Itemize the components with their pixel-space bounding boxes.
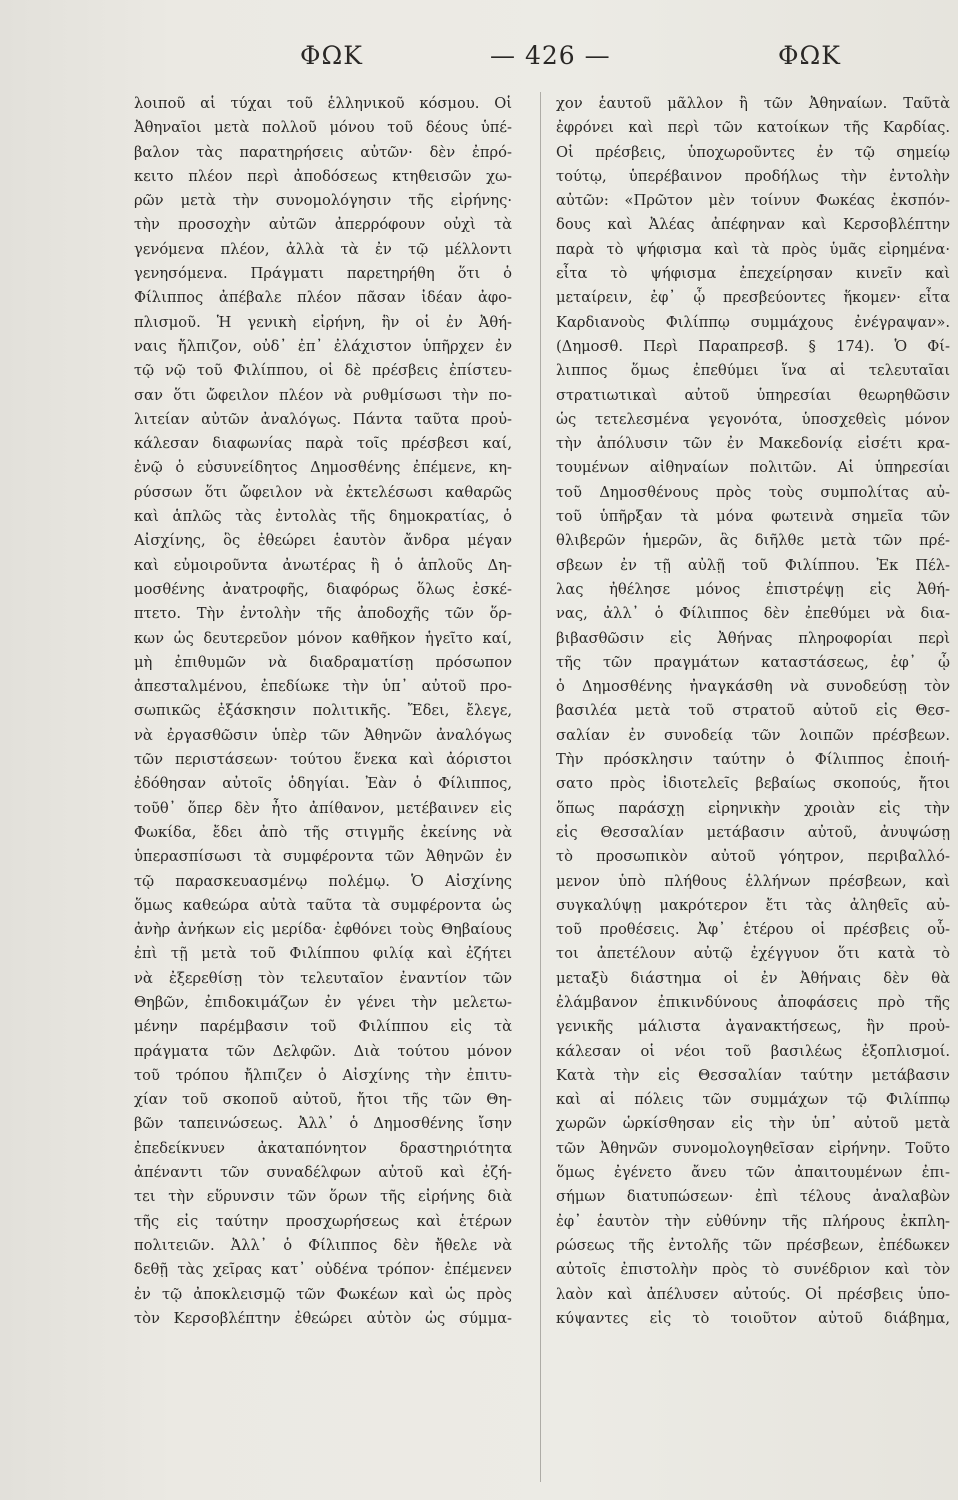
text-line: ὑπερασπίσωσι τὰ συμφέροντα τῶν Ἀθηνῶν ἐν bbox=[134, 848, 512, 866]
text-line: νας, ἀλλ᾽ ὁ Φίλιππος δὲν ἐπεθύμει νὰ δια- bbox=[556, 605, 950, 623]
text-line: τει τὴν εὕρυνσιν τῶν ὅρων τῆς εἰρήνης διὰ bbox=[134, 1188, 512, 1206]
text-line: Φίλιππος ἀπέβαλε πλέον πᾶσαν ἰδέαν ἀφο- bbox=[134, 289, 512, 307]
text-line: καὶ ἁπλῶς τὰς ἐντολὰς τῆς δημοκρατίας, ὁ bbox=[134, 508, 512, 526]
text-line: Κατὰ τὴν εἰς Θεσσαλίαν ταύτην μετάβασιν bbox=[556, 1066, 950, 1084]
text-line: ρῶν μετὰ τὴν συνομολόγησιν τῆς εἰρήνης· bbox=[134, 192, 512, 210]
text-line: λοιποῦ αἱ τύχαι τοῦ ἑλληνικοῦ κόσμου. Οἱ bbox=[134, 95, 512, 112]
text-line: ἀπεσταλμένου, ἐπεδίωκε τὴν ὑπ᾽ αὐτοῦ προ- bbox=[134, 678, 512, 696]
text-line: κειτο πλέον περὶ ἀποδόσεως κτηθεισῶν χω- bbox=[134, 167, 512, 185]
text-line: σωπικῶς ἐξάσκησιν πολιτικῆς. Ἔδει, ἔλεγε, bbox=[134, 702, 512, 720]
text-line: εἶτα τὸ ψήφισμα ἐπεχείρησαν κινεῖν καὶ bbox=[556, 265, 950, 283]
text-line: τοῦ τρόπου ἤλπιζεν ὁ Αἰσχίνης τὴν ἐπιτυ- bbox=[134, 1066, 512, 1084]
text-line: τὴν ἀπόλυσιν τῶν ἐν Μακεδονίᾳ εἰσέτι κρα- bbox=[556, 435, 950, 453]
text-line: (Δημοσθ. Περὶ Παραπρεσβ. § 174). Ὁ Φί- bbox=[556, 337, 950, 355]
text-line: μεταξὺ διάστημα οἱ ἐν Ἀθήναις δὲν θὰ bbox=[556, 969, 950, 987]
text-line: σατο πρὸς ἰδιοτελεῖς βεβαίως σκοπούς, ἤτοι bbox=[556, 775, 950, 793]
text-line: βῶν ταπεινώσεως. Ἀλλ᾽ ὁ Δημοσθένης ἴσην bbox=[134, 1115, 512, 1133]
text-line: τουμένων αἰθηναίων πολιτῶν. Αἱ ὑπηρεσίαι bbox=[556, 459, 950, 477]
text-line: γενησόμενα. Πράγματι παρετηρήθη ὅτι ὁ bbox=[134, 265, 512, 283]
text-line: βιβασθῶσιν εἰς Ἀθήνας πληροφορίαι περὶ bbox=[556, 629, 950, 647]
text-line: λας ἠθέλησε μόνος ἐπιστρέψῃ εἰς Ἀθή- bbox=[556, 580, 950, 598]
text-line: στρατιωτικαὶ αὐτοῦ ὑπηρεσίαι θεωρηθῶσιν bbox=[556, 386, 950, 404]
text-line: βαλον τὰς παρατηρήσεις αὐτῶν· δὲν ἐπρό- bbox=[134, 143, 512, 161]
text-line: Ἀθηναῖοι μετὰ πολλοῦ μόνου τοῦ δέους ὑπέ- bbox=[134, 119, 512, 137]
text-line: κάλεσαν οἱ νέοι τοῦ βασιλέως ἐξοπλισμοί. bbox=[556, 1042, 950, 1060]
text-line: ρώσεως τῆς ἐντολῆς τῶν πρέσβεων, ἐπέδωκεν bbox=[556, 1236, 950, 1254]
text-line: παρὰ τὸ ψήφισμα καὶ τὰ πρὸς ὑμᾶς εἰρημένα· bbox=[556, 240, 950, 258]
text-line: Φωκίδα, ἔδει ἀπὸ τῆς στιγμῆς ἐκείνης νὰ bbox=[134, 823, 512, 841]
text-line: Θηβῶν, ἐπιδοκιμάζων ἐν γένει τὴν μελετω- bbox=[134, 993, 512, 1011]
text-line: χον ἑαυτοῦ μᾶλλον ἢ τῶν Ἀθηναίων. Ταῦτὰ bbox=[556, 95, 950, 112]
text-line: ἐπὶ τῇ μετὰ τοῦ Φιλίππου φιλίᾳ καὶ ἐζήτει bbox=[134, 945, 512, 963]
text-line: τοῦθ᾽ ὅπερ δὲν ἦτο ἀπίθανον, μετέβαινεν εἰς bbox=[134, 799, 512, 817]
text-line: τὸν Κερσοβλέπτην ἐθεώρει αὐτὸν ὡς σύμμα- bbox=[134, 1309, 512, 1327]
text-line: δους καὶ Ἀλέας ἀπέφηναν καὶ Κερσοβλέπτην bbox=[556, 216, 950, 234]
text-line: σήμων διατυπώσεων· ἐπὶ τέλους ἀναλαβὼν bbox=[556, 1188, 950, 1206]
text-line: τοῦ προθέσεις. Ἀφ᾽ ἑτέρου οἱ πρέσβεις οὗ- bbox=[556, 921, 950, 939]
text-line: νὰ ἐξερεθίσῃ τὸν τελευταῖον ἐναντίον τῶν bbox=[134, 969, 512, 987]
text-line: σαν ὅτι ὤφειλον πλέον νὰ ρυθμίσωσι τὴν πο- bbox=[134, 386, 512, 404]
page-number: — 426 — bbox=[490, 41, 611, 70]
text-line: μένην παρέμβασιν τοῦ Φιλίππου εἰς τὰ bbox=[134, 1018, 512, 1036]
text-line: τοῦ Δημοσθένους πρὸς τοὺς συμπολίτας αὐ- bbox=[556, 483, 950, 501]
header-right-keyword: ΦΩΚ bbox=[778, 41, 841, 70]
text-line: τὸ προσωπικὸν αὐτοῦ γόητρον, περιβαλλό- bbox=[556, 848, 950, 866]
text-line: καὶ αἱ πόλεις τῶν συμμάχων τῷ Φιλίππῳ bbox=[556, 1091, 950, 1109]
text-line: ἐνῷ ὁ εὐσυνείδητος Δημοσθένης ἐπέμενε, κη- bbox=[134, 459, 512, 477]
text-line: γενικῆς μάλιστα ἀγανακτήσεως, ἣν προὐ- bbox=[556, 1018, 950, 1036]
text-line: τῶν Ἀθηνῶν συνομολογηθεῖσαν εἰρήνην. Τοῦτο bbox=[556, 1139, 950, 1157]
text-line: Οἱ πρέσβεις, ὑποχωροῦντες ἐν τῷ σημείῳ bbox=[556, 143, 950, 161]
text-line: βασιλέα μετὰ τοῦ στρατοῦ αὐτοῦ εἰς Θεσ- bbox=[556, 702, 950, 720]
text-line: μεταίρειν, ἐφ᾽ ᾧ πρεσβεύοντες ἥκομεν· εἶτα bbox=[556, 289, 950, 307]
text-line: σαλίαν ἐν συνοδείᾳ τῶν λοιπῶν πρέσβεων. bbox=[556, 726, 950, 744]
right-text-column bbox=[556, 92, 950, 1331]
text-line: ὅμως καθεώρα αὐτὰ ταῦτα τὰ συμφέροντα ὡς bbox=[134, 896, 512, 914]
text-line: μοσθένης ἀνατροφῆς, διαφόρως ὅλως ἐσκέ- bbox=[134, 580, 512, 598]
text-line: ὅπως παράσχῃ εἰρηνικὴν χροιὰν εἰς τὴν bbox=[556, 799, 950, 817]
text-line: μενον ὑπὸ πλήθους ἑλλήνων πρέσβεων, καὶ bbox=[556, 872, 950, 890]
text-line: τῆς τῶν πραγμάτων καταστάσεως, ἐφ᾽ ᾧ bbox=[556, 653, 950, 671]
text-line: τῷ παρασκευασμένῳ πολέμῳ. Ὁ Αἰσχίνης bbox=[134, 872, 512, 890]
text-line: ἐλάμβανον ἐπικινδύνους ἀποφάσεις πρὸ τῆς bbox=[556, 993, 950, 1011]
text-line: Αἰσχίνης, ὃς ἐθεώρει ἑαυτὸν ἄνδρα μέγαν bbox=[134, 532, 512, 550]
text-line: ρύσσων ὅτι ὤφειλον νὰ ἐκτελέσωσι καθαρῶς bbox=[134, 483, 512, 501]
text-line: γενόμενα πλέον, ἀλλὰ τὰ ἐν τῷ μέλλοντι bbox=[134, 240, 512, 258]
text-line: αὐτοῖς ἐπιστολὴν πρὸς τὸ συνέδριον καὶ τὸν bbox=[556, 1261, 950, 1279]
text-line: ναις ἤλπιζον, οὐδ᾽ ἐπ᾽ ἐλάχιστον ὑπῆρχεν ἐν bbox=[134, 337, 512, 355]
text-line: ὁ Δημοσθένης ἠναγκάσθη νὰ συνοδεύσῃ τὸν bbox=[556, 678, 950, 696]
text-line: πλισμοῦ. Ἡ γενικὴ εἰρήνη, ἣν οἱ ἐν Ἀθή- bbox=[134, 313, 512, 331]
text-line: ἐφ᾽ ἑαυτὸν τὴν εὐθύνην τῆς πλήρους ἐκπλη- bbox=[556, 1212, 950, 1230]
text-line: ἐπεδείκνυεν ἀκαταπόνητον δραστηριότητα bbox=[134, 1139, 512, 1157]
text-line: δεθῇ τὰς χεῖρας κατ᾽ οὐδένα τρόπον· ἐπέμενεν bbox=[134, 1261, 512, 1279]
text-line: εἰς Θεσσαλίαν μετάβασιν αὐτοῦ, ἀνυψώσῃ bbox=[556, 823, 950, 841]
text-line: πολιτειῶν. Ἀλλ᾽ ὁ Φίλιππος δὲν ἤθελε νὰ bbox=[134, 1236, 512, 1254]
text-line: λιτείαν αὐτῶν ἀναλόγως. Πάντα ταῦτα προὐ- bbox=[134, 410, 512, 428]
text-line: ὅμως ἐγένετο ἄνευ τῶν ἀπαιτουμένων ἐπι- bbox=[556, 1164, 950, 1182]
text-line: πράγματα τῶν Δελφῶν. Διὰ τούτου μόνον bbox=[134, 1042, 512, 1060]
text-line: ἐφρόνει καὶ περὶ τῶν κατοίκων τῆς Καρδίας. bbox=[556, 119, 950, 137]
text-line: κύψαντες εἰς τὸ τοιοῦτον αὐτοῦ διάβημα, bbox=[556, 1309, 950, 1327]
text-line: θλιβερῶν ἡμερῶν, ἃς διῆλθε μετὰ τῶν πρέ- bbox=[556, 532, 950, 550]
text-line: συγκαλύψῃ μακρότερον ἔτι τὰς ἀληθεῖς αὐ- bbox=[556, 896, 950, 914]
text-line: ἐν τῷ ἀποκλεισμῷ τῶν Φωκέων καὶ ὡς πρὸς bbox=[134, 1285, 512, 1303]
text-line: σβεων ἐν τῇ αὐλῇ τοῦ Φιλίππου. Ἐκ Πέλ- bbox=[556, 556, 950, 574]
page-header bbox=[0, 40, 958, 80]
text-line: Τὴν πρόσκλησιν ταύτην ὁ Φίλιππος ἐποιή- bbox=[556, 751, 950, 769]
text-line: λιππος ὅμως ἐπεθύμει ἵνα αἱ τελευταῖαι bbox=[556, 362, 950, 380]
text-line: ἀνὴρ ἀνήκων εἰς μερίδα· ἐφθόνει τοὺς Θηβαίους bbox=[134, 921, 512, 939]
column-divider bbox=[540, 92, 541, 1482]
text-line: τῶν περιστάσεων· τούτου ἕνεκα καὶ ἀόριστοι bbox=[134, 751, 512, 769]
text-line: τὴν προσοχὴν αὐτῶν ἀπερρόφουν οὐχὶ τὰ bbox=[134, 216, 512, 234]
text-line: καὶ εὐμοιροῦντα ἀνωτέρας ἢ ὁ ἁπλοῦς Δη- bbox=[134, 556, 512, 574]
text-line: χωρῶν ὡρκίσθησαν εἰς τὴν ὑπ᾽ αὐτοῦ μετὰ bbox=[556, 1115, 950, 1133]
text-line: τοῦ ὑπῆρξαν τὰ μόνα φωτεινὰ σημεῖα τῶν bbox=[556, 508, 950, 526]
text-line: τοι ἀπετέλουν αὐτῷ ἐχέγγυον ὅτι κατὰ τὸ bbox=[556, 945, 950, 963]
text-line: ὡς τετελεσμένα γεγονότα, ὑποσχεθεὶς μόνον bbox=[556, 410, 950, 428]
text-line: λαὸν καὶ ἀπέλυσεν αὐτούς. Οἱ πρέσβεις ὑπο- bbox=[556, 1285, 950, 1303]
header-left-keyword: ΦΩΚ bbox=[300, 41, 363, 70]
left-text-column bbox=[134, 92, 512, 1331]
text-line: κων ὡς δευτερεῦον μόνον καθῆκον ἡγεῖτο καί, bbox=[134, 629, 512, 647]
text-line: χίαν τοῦ σκοποῦ αὐτοῦ, ἤτοι τῆς τῶν Θη- bbox=[134, 1091, 512, 1109]
text-line: τῷ νῷ τοῦ Φιλίππου, οἱ δὲ πρέσβεις ἐπίστευ- bbox=[134, 362, 512, 380]
text-line: αὐτῶν: «Πρῶτον μὲν τοίνυν Φωκέας ἐκσπόν- bbox=[556, 192, 950, 210]
text-line: ἐδόθησαν αὐτοῖς ὁδηγίαι. Ἐὰν ὁ Φίλιππος, bbox=[134, 775, 512, 793]
text-line: κάλεσαν διαφωνίας παρὰ τοῖς πρέσβεσι καί, bbox=[134, 435, 512, 453]
text-line: Καρδιανοὺς Φιλίππῳ συμμάχους ἐνέγραψαν». bbox=[556, 313, 950, 331]
text-line: ἀπέναντι τῶν συναδέλφων αὐτοῦ καὶ ἐζή- bbox=[134, 1164, 512, 1182]
text-line: πτετο. Τὴν ἐντολὴν τῆς ἀποδοχῆς τῶν ὅρ- bbox=[134, 605, 512, 623]
text-line: τῆς εἰς ταύτην προσχωρήσεως καὶ ἑτέρων bbox=[134, 1212, 512, 1230]
text-line: νὰ ἐργασθῶσιν ὑπὲρ τῶν Ἀθηνῶν ἀναλόγως bbox=[134, 726, 512, 744]
text-line: μὴ ἐπιθυμῶν νὰ διαδραματίσῃ πρόσωπον bbox=[134, 653, 512, 671]
text-line: τούτῳ, ὑπερέβαινον προδήλως τὴν ἐντολὴν bbox=[556, 167, 950, 185]
